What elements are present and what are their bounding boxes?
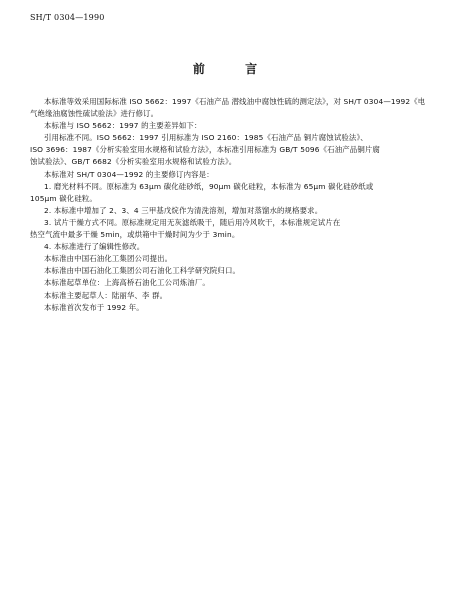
- paragraph: 本标准对 SH/T 0304—1992 的主要修订内容是：: [44, 169, 214, 179]
- list-item: 2. 本标准中增加了 2、3、4 三甲基戊烷作为清洗溶剂，增加对蒸馏水的规格要求。: [44, 205, 323, 215]
- paragraph: 本标准由中国石油化工集团公司提出。: [44, 254, 173, 264]
- paragraph: 引用标准不同。ISO 5662：1997 引用标准为 ISO 2160：1985《石油产品 铜片腐蚀试验法》、: [44, 133, 368, 143]
- list-item: 4. 本标准进行了编辑性修改。: [44, 242, 145, 252]
- preface-body: [30, 96, 440, 314]
- paragraph: 本标准起草单位：上海高桥石油化工公司炼油厂。: [44, 278, 210, 288]
- page-title: 前 言: [192, 62, 276, 76]
- list-item-continuation: 105μm 碳化硅粒。: [30, 193, 97, 203]
- standard-code-header: SH/T 0304—1990: [30, 13, 105, 22]
- paragraph: ISO 3696：1987《分析实验室用水规格和试验方法》，本标准引用标准为 GB/T 5096《石油产品铜片腐: [30, 145, 380, 155]
- paragraph: 本标准首次发布于 1992 年。: [44, 302, 144, 312]
- list-item: 3. 试片干燥方式不同。原标准规定用无灰滤纸吸干，随后用冷风吹干，本标准规定试片在: [44, 217, 341, 227]
- paragraph: 本标准等效采用国际标准 ISO 5662：1997《石油产品 潜线油中腐蚀性硫的测定法》，对 SH/T 0304—1992《电: [44, 97, 426, 106]
- paragraph: 本标准与 ISO 5662：1997 的主要差异如下：: [44, 121, 202, 131]
- list-item-continuation: 热空气流中最多干燥 5min，或烘箱中干燥时间为少于 3min。: [30, 230, 240, 240]
- paragraph: 气绝缘油腐蚀性硫试验法》进行修订。: [30, 109, 159, 119]
- paragraph: 蚀试验法》、GB/T 6682《分析实验室用水规格和试验方法》。: [30, 157, 237, 167]
- paragraph: 本标准由中国石油化工集团公司石油化工科学研究院归口。: [44, 266, 241, 276]
- list-item: 1. 磨光材料不同。原标准为 63μm 碳化硅砂纸，90μm 碳化硅粒，本标准为 65μm 碳化硅砂纸或: [44, 181, 374, 191]
- paragraph: 本标准主要起草人：陆丽华、李 群。: [44, 290, 168, 300]
